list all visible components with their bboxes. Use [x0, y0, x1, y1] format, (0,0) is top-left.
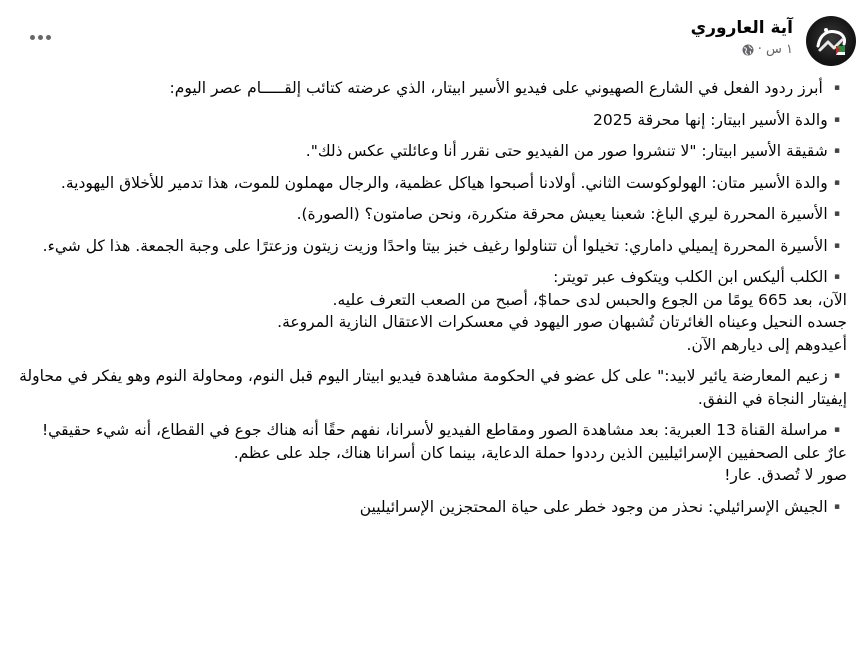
- more-options-icon: [30, 35, 51, 40]
- post-paragraph: [16, 203, 847, 226]
- author-block: [691, 17, 793, 59]
- post-paragraph: [16, 172, 847, 195]
- post-paragraph-line: ▪️زعيم المعارضة يائير لابيد:" على كل عضو في الحكومة مشاهدة فيديو ابيتار اليوم قبل النوم، ومحاولة النوم وهو يفكر في محاولة إيفيتار النجاة في النفق.: [19, 367, 847, 408]
- post-paragraph: [16, 419, 847, 487]
- more-options-button[interactable]: [22, 22, 58, 52]
- post-paragraph: [16, 109, 847, 132]
- post-paragraph-line: ▪️والدة الأسير ابيتار: إنها محرقة 2025: [593, 110, 847, 129]
- post-paragraph-line: ▪️الأسيرة المحررة إيميلي داماري: تخيلوا أن تتناولوا رغيف خبز بيتا واحدًا وزيت زيتون وزعترًا على وجبة الجمعة. هذا كل شيء.: [42, 236, 847, 255]
- post-paragraph-line: صور لا تُصدق. عار!: [724, 466, 847, 484]
- post-timestamp[interactable]: ١ س ·: [757, 42, 793, 57]
- post-paragraph-line: ▪️والدة الأسير متان: الهولوكوست الثاني. أولادنا أصبحوا هياكل عظمية، والرجال مهملون للموت، هذا تدمير للأخلاق اليهودية.: [60, 173, 847, 192]
- avatar-logo-icon: [806, 16, 856, 66]
- post-header: [16, 14, 858, 70]
- author-name[interactable]: آية العاروري: [690, 18, 793, 38]
- post-paragraph-line: ▪️الكلب أليكس ابن الكلب ويتكوف عبر تويتر:: [553, 268, 847, 286]
- post-paragraph-line: ▪️ أبرز ردود الفعل في الشارع الصهيوني على فيديو الأسير ابيتار، الذي عرضته كتائب إلقـــــام عصر اليوم:: [169, 79, 847, 97]
- post-paragraph: [16, 266, 847, 356]
- post-paragraph-line: ▪️الجيش الإسرائيلي: نحذر من وجود خطر على حياة المحتجزين الإسرائيليين: [359, 497, 847, 516]
- post-paragraph-line: أعيدوهم إلى ديارهم الآن.: [686, 335, 847, 354]
- post-paragraph: [16, 496, 847, 519]
- post-paragraph-line: جسده النحيل وعيناه الغائرتان تُشبهان صور اليهود في معسكرات الاعتقال النازية المروعة.: [277, 313, 847, 331]
- post-meta: [691, 41, 793, 59]
- post-paragraph-line: الآن، بعد 665 يومًا من الجوع والحبس لدى حما$، أصبح من الصعب التعرف عليه.: [332, 290, 847, 309]
- author-avatar[interactable]: [806, 16, 856, 66]
- globe-icon[interactable]: [742, 44, 754, 56]
- post-paragraph: [16, 140, 847, 163]
- post-paragraph: [16, 77, 847, 100]
- post-paragraph: [16, 235, 847, 258]
- post-paragraph-line: ▪️الأسيرة المحررة ليري الباغ: شعبنا يعيش محرقة متكررة، ونحن صامتون؟ (الصورة).: [296, 205, 847, 223]
- post-paragraph-line: ▪️شقيقة الأسير ابيتار: "لا تنشروا صور من الفيديو حتى نقرر أنا وعائلتي عكس ذلك".: [305, 142, 847, 160]
- post-paragraph: [16, 365, 847, 410]
- post-body: [16, 77, 847, 527]
- post-paragraph-line: ▪️مراسلة القناة 13 العبرية: بعد مشاهدة الصور ومقاطع الفيديو لأسرانا، نفهم حقًا أنه هناك جوع في القطاع، أنه شيء حقيقي! عارٌ على الصحفيين الإسرائيليين الذين رددوا حملة الدعاية، بينما كان أسرانا هناك، جلد على عظم.: [41, 421, 847, 462]
